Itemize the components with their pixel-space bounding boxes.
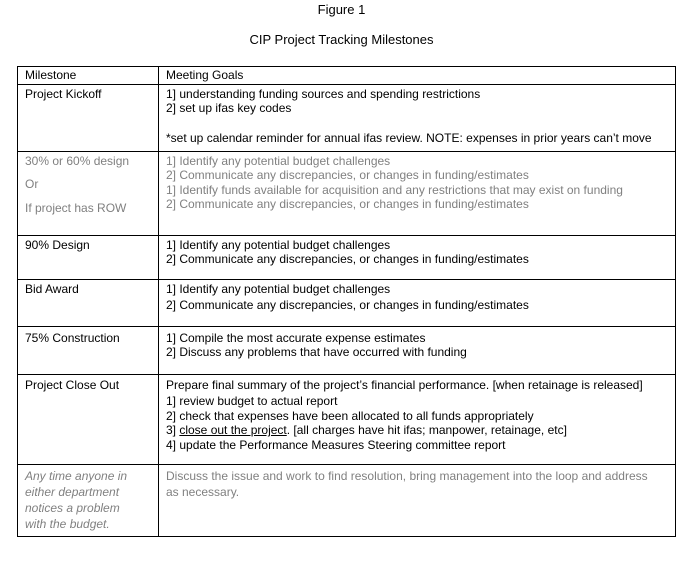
close-out-underlined-text: close out the project (179, 423, 287, 437)
goals-cell (159, 279, 676, 326)
table-row (18, 235, 676, 279)
milestone-text: 90% Design (25, 237, 90, 252)
milestone-text: Bid Award (25, 281, 79, 296)
goals-cell (159, 374, 676, 464)
goal-line: 1] Identify funds available for acquisition and any restrictions that may exist on funding (166, 182, 623, 197)
milestone-text: Project Close Out (25, 377, 120, 392)
milestone-text: 30% or 60% design (25, 153, 130, 168)
figure-title: CIP Project Tracking Milestones (249, 32, 434, 47)
goal-suffix: . [all charges have hit ifas; manpower, retainage, etc] (286, 423, 567, 437)
milestone-text: 75% Construction (25, 330, 120, 345)
goal-line: 2] Discuss any problems that have occurred with funding (166, 345, 467, 359)
goals-cell (159, 464, 676, 536)
goal-line: 1] Identify any potential budget challenges (166, 153, 391, 168)
table-header-row (18, 67, 676, 85)
table-row (18, 151, 676, 235)
header-milestone: Milestone (18, 67, 159, 85)
milestone-cell (18, 279, 159, 326)
table-row (18, 326, 676, 374)
goal-line: 1] Identify any potential budget challenges (166, 237, 391, 252)
goal-line: 2] set up ifas key codes (166, 101, 292, 115)
table-row (18, 84, 676, 151)
milestone-text: notices a problem (25, 500, 120, 515)
goal-line: 2] Communicate any discrepancies, or changes in funding/estimates (166, 252, 529, 266)
goal-note: *set up calendar reminder for annual ifas review. NOTE: expenses in prior years can’t move (166, 130, 652, 145)
milestone-text: either department (25, 484, 120, 499)
goal-line: as necessary. (166, 484, 240, 499)
goal-line: 2] Communicate any discrepancies, or changes in funding/estimates (166, 298, 529, 312)
milestones-table (17, 66, 676, 537)
goals-cell (159, 235, 676, 279)
milestone-cell (18, 151, 159, 235)
milestone-cell (18, 374, 159, 464)
milestone-text: Project Kickoff (25, 86, 102, 101)
goal-line: 1] Compile the most accurate expense estimates (166, 330, 426, 345)
goal-line: 1] Identify any potential budget challenges (166, 281, 391, 296)
goals-cell (159, 151, 676, 235)
goal-prefix: 3] (166, 423, 180, 437)
table-row (18, 279, 676, 326)
goal-line: Discuss the issue and work to find resolution, bring management into the loop and address (166, 468, 648, 483)
goal-line: 2] Communicate any discrepancies, or changes in funding/estimates (166, 168, 529, 182)
header-meeting-goals: Meeting Goals (159, 67, 676, 85)
goal-line: 1] understanding funding sources and spending restrictions (166, 86, 481, 101)
figure-label: Figure 1 (317, 2, 366, 17)
milestone-cell (18, 464, 159, 536)
table-row (18, 374, 676, 464)
goal-line: 1] review budget to actual report (166, 394, 338, 408)
goal-summary: Prepare final summary of the project’s financial performance. [when retainage is released] (166, 377, 643, 392)
goals-cell (159, 326, 676, 374)
goal-line (166, 423, 669, 438)
table-row (18, 464, 676, 536)
milestone-cell (18, 84, 159, 151)
milestone-text: If project has ROW (25, 200, 127, 215)
goal-line: 4] update the Performance Measures Steering committee report (166, 437, 506, 452)
milestone-text: with the budget. (25, 516, 110, 531)
milestone-cell (18, 235, 159, 279)
milestone-text: Any time anyone in (25, 468, 128, 483)
goal-line: 2] check that expenses have been allocated to all funds appropriately (166, 408, 534, 423)
milestone-cell (18, 326, 159, 374)
milestone-text: Or (25, 177, 39, 191)
goals-cell (159, 84, 676, 151)
goal-line: 2] Communicate any discrepancies, or changes in funding/estimates (166, 197, 529, 211)
